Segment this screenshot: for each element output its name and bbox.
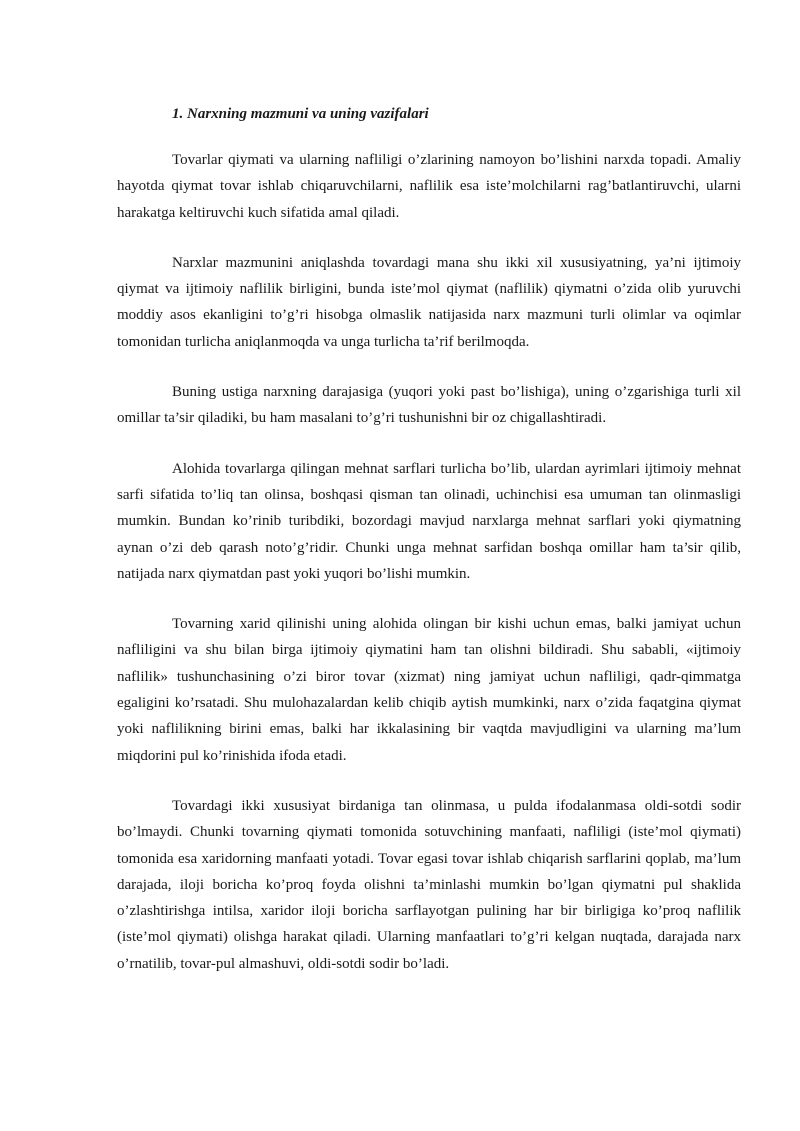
paragraph-4: Alohida tovarlarga qilingan mehnat sarflari turlicha bo’lib, ulardan ayrimlari ijtimoiy mehnat sarfi sifatida to’liq tan olinsa, boshqasi qisman tan olinadi, uchinchisi esa umuman tan olinmasligi mumkin. Bundan ko’rinib turibdiki, bozordagi mavjud narxlarga mehnat sarflari yoki qiymatning aynan o’zi deb qarash noto’g’ridir. Chunki unga mehnat sarfidan boshqa omillar ham ta’sir qilib, natijada narx qiymatdan past yoki yuqori bo’lishi mumkin. [117, 460, 741, 582]
paragraph-3: Buning ustiga narxning darajasiga (yuqori yoki past bo’lishiga), uning o’zgarishiga turli xil omillar ta’sir qiladiki, bu ham masalani to’g’ri tushunishni bir oz chigallashtiradi. [117, 384, 741, 427]
paragraph-6: Tovardagi ikki xususiyat birdaniga tan olinmasa, u pulda ifodalanmasa oldi-sotdi sodir bo’lmaydi. Chunki tovarning qiymati tomonida sotuvchining manfaati, nafliligi (iste’mol qiymati) tomonida esa xaridorning manfaati yotadi. Tovar egasi tovar ishlab chiqarish sarflarini qoplab, ma’lum darajada, iloji boricha ko’proq foyda olishni ta’minlashi mumkin bo’lgan qiymatni pul shaklida o’zlashtirishga intilsa, xaridor iloji boricha sarflayotgan pulining har bir birligiga ko’proq naflilik (iste’mol qiymati) olishga harakat qiladi. Ularning manfaatlari to’g’ri kelgan nuqtada, darajada narx o’rnatilib, tovar-pul almashuvi, oldi-sotdi sodir bo’ladi. [117, 797, 741, 972]
paragraph-1: Tovarlar qiymati va ularning nafliligi o’zlarining namoyon bo’lishini narxda topadi. Amaliy hayotda qiymat tovar ishlab chiqaruvchilarni, naflilik esa iste’molchilarni rag’batlantiruvchi, ularni harakatga keltiruvchi kuch sifatida amal qiladi. [117, 152, 741, 221]
paragraph-2: Narxlar mazmunini aniqlashda tovardagi mana shu ikki xil xususiyatning, ya’ni ijtimoiy qiymat va ijtimoiy naflilik birligini, bunda iste’mol qiymat (naflilik) qiymatni o’zida olib yuruvchi moddiy asos ekanligini to’g’ri hisobga olmaslik natijasida narx mazmuni turli olimlar va oqimlar tomonidan turlicha aniqlanmoqda va unga turlicha ta’rif berilmoqda. [117, 254, 741, 350]
document-page [117, 103, 741, 1001]
paragraph-5: Tovarning xarid qilinishi uning alohida olingan bir kishi uchun emas, balki jamiyat uchun nafliligini va shu bilan birga ijtimoiy qiymatini ham tan olishni bildiradi. Shu sababli, «ijtimoiy naflilik» tushunchasining o’zi biror tovar (xizmat) ning jamiyat uchun nafliligi, qadr-qimmatga egaligini ko’rsatadi. Shu mulohazalardan kelib chiqib aytish mumkinki, narx o’zida faqatgina qiymat yoki naflilikning birini emas, balki har ikkalasining bir vaqtda mavjudligini va ularning ma’lum miqdorini pul ko’rinishida ifoda etadi. [117, 616, 741, 764]
section-heading: 1. Narxning mazmuni va uning vazifalari [172, 106, 429, 122]
